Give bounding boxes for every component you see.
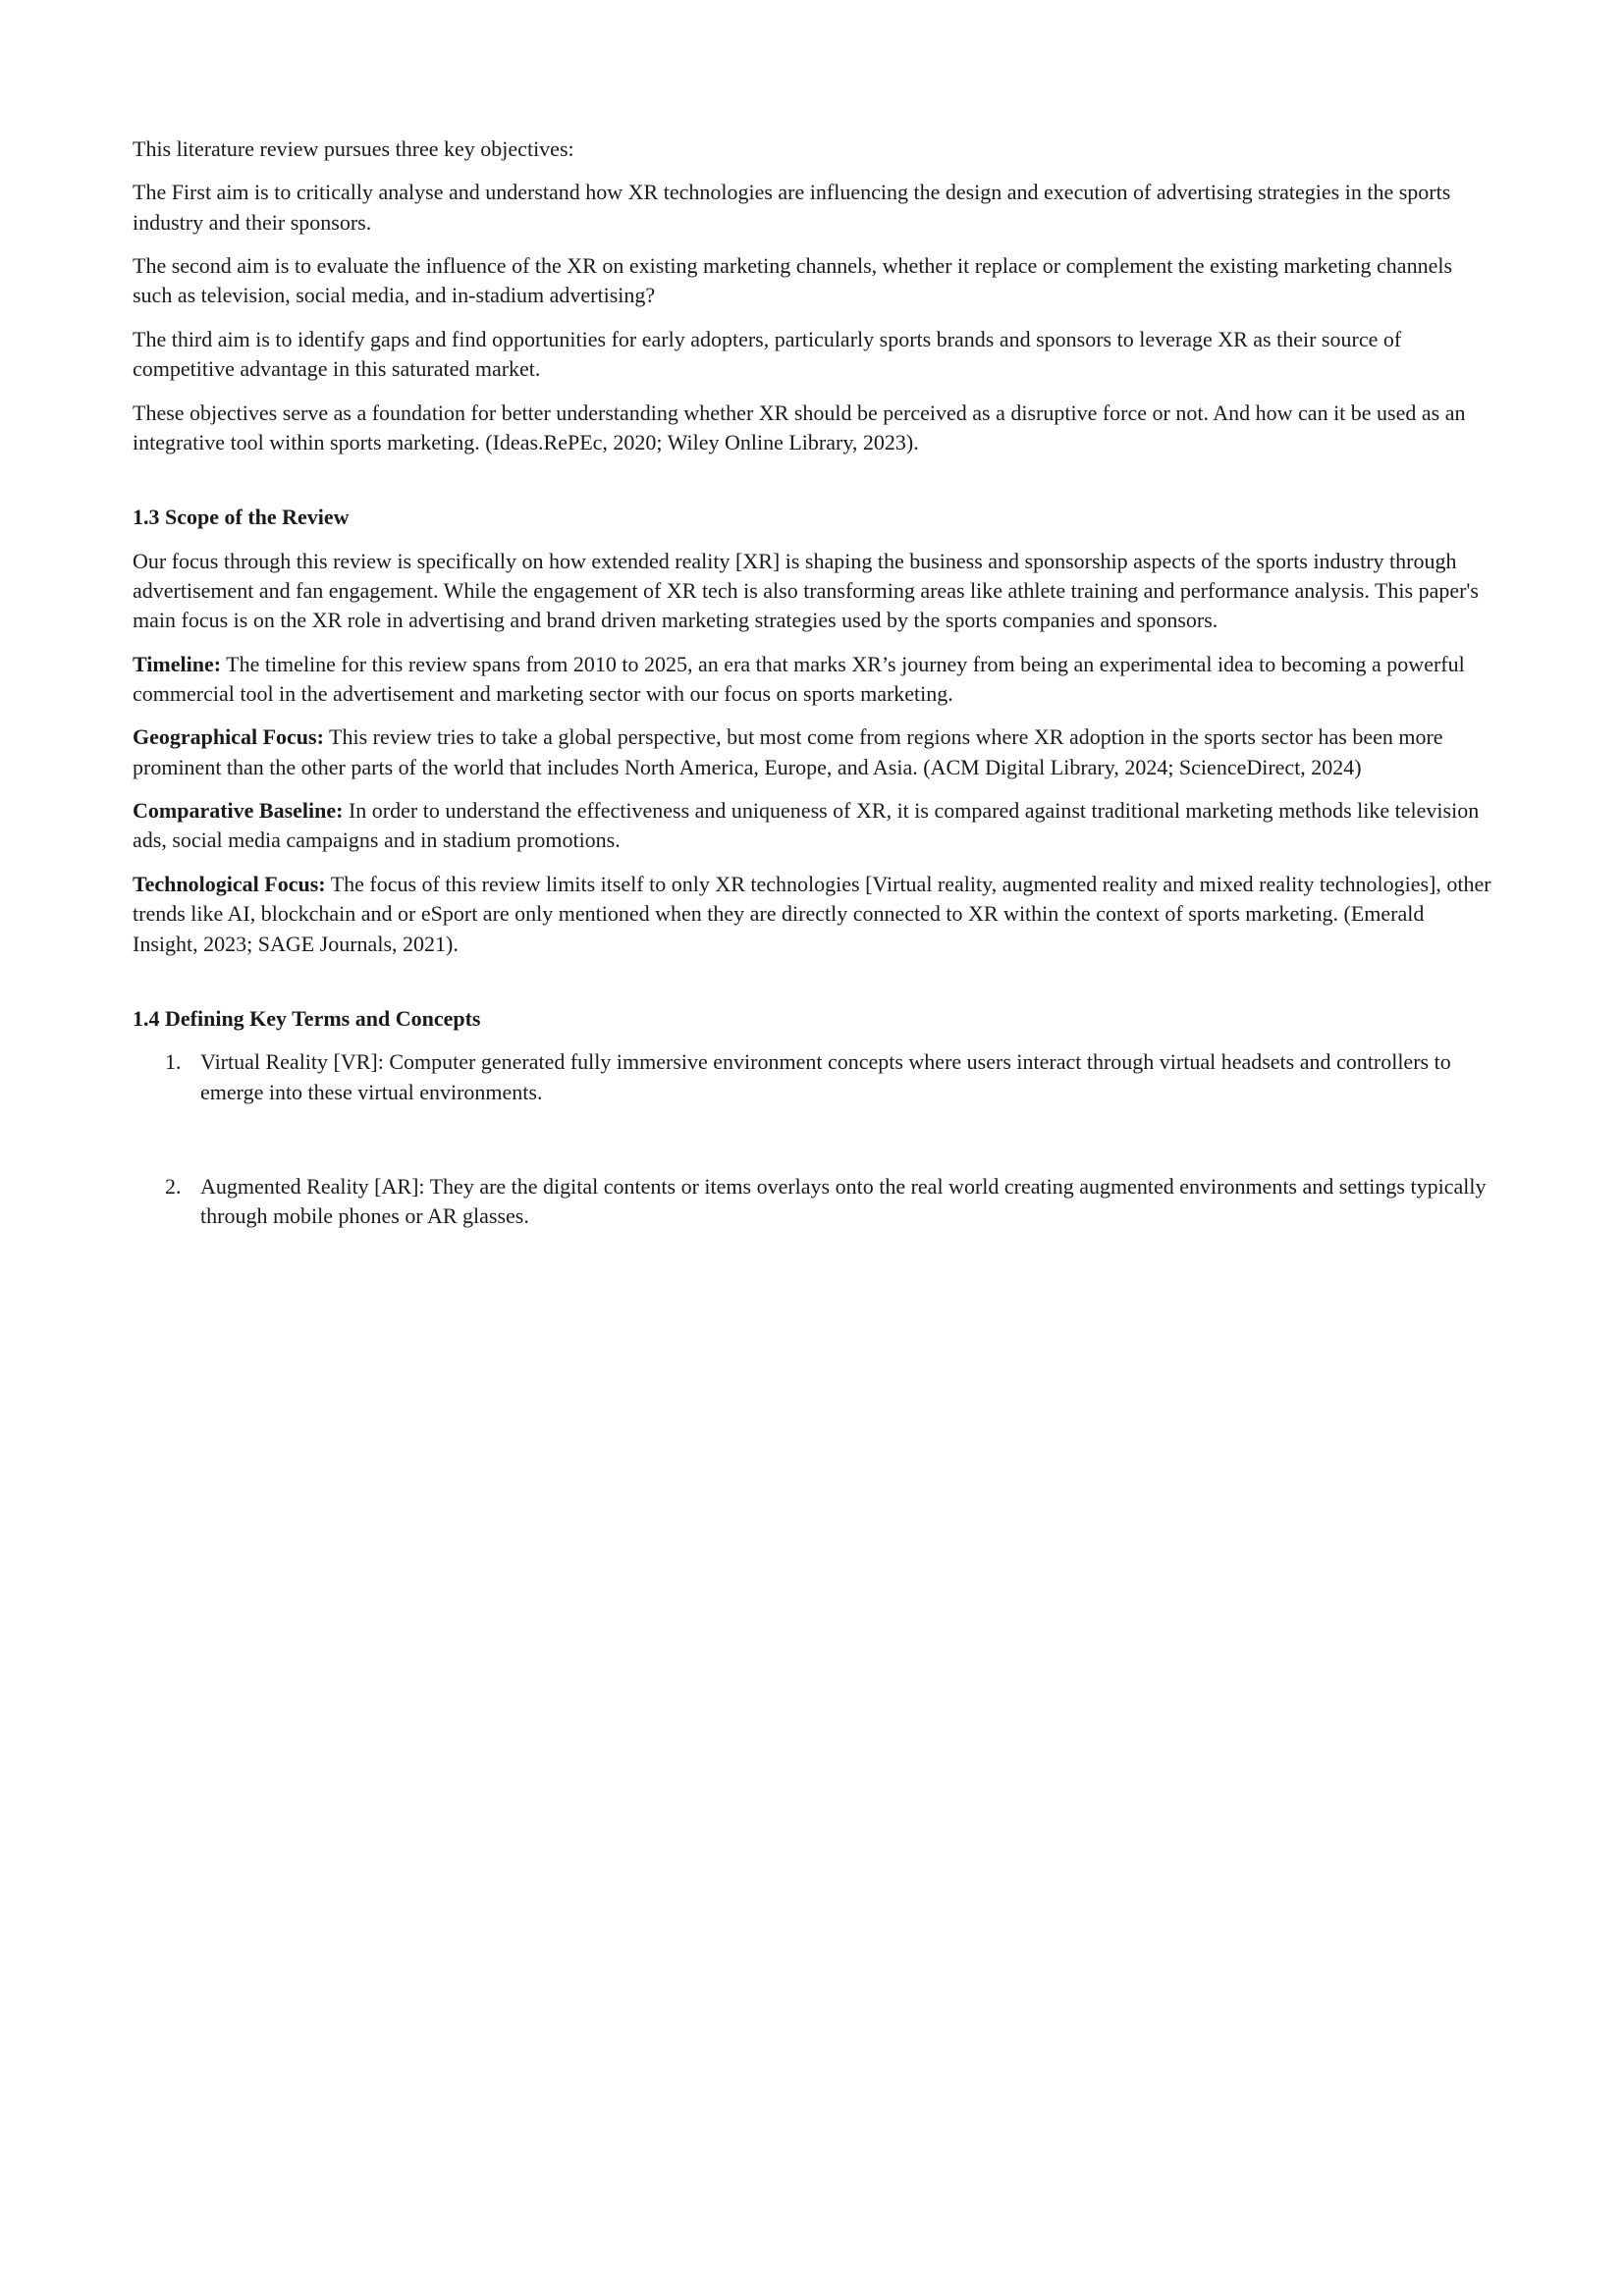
aim-3-paragraph: The third aim is to identify gaps and find opportunities for early adopters, particularly sports brands and sponsors to leverage XR as their source of competitive advantage in this saturated market. — [133, 326, 1402, 382]
list-item — [133, 1047, 1494, 1107]
geographical-focus-label: Geographical Focus: — [133, 724, 324, 750]
comparative-baseline-label: Comparative Baseline: — [133, 798, 344, 824]
aim-2-paragraph: The second aim is to evaluate the influence of the XR on existing marketing channels, whether it replace or complement the existing marketing channels such as television, social media, and in-stadium advertising? — [133, 253, 1453, 308]
key-terms-list — [133, 1047, 1494, 1231]
geographical-focus-text: This review tries to take a global perspective, but most come from regions where XR adoption in the sports sector has been more prominent than the other parts of the world that includes North America, Europe, and Asia. (ACM Digital Library, 2024; ScienceDirect, 2024) — [133, 724, 1443, 779]
timeline-text: The timeline for this review spans from 2010 to 2025, an era that marks XR’s journey from being an experimental idea to becoming a powerful commercial tool in the advertisement and marketing sector with our focus on sports marketing. — [133, 651, 1465, 707]
scope-overview-paragraph: Our focus through this review is specifically on how extended reality [XR] is shaping the business and sponsorship aspects of the sports industry through advertisement and fan engagement. While the engagement of XR tech is also transforming areas like athlete training and performance analysis. This paper's main focus is on the XR role in advertising and brand driven marketing strategies used by the sports companies and sponsors. — [133, 548, 1479, 633]
technological-focus-text: The focus of this review limits itself to only XR technologies [Virtual reality, augmented reality and mixed reality technologies], other trends like AI, blockchain and or eSport are only mentioned when they are directly connected to XR within the context of sports marketing. (Emerald Insight, 2023; SAGE Journals, 2021). — [133, 871, 1491, 956]
technological-focus-label: Technological Focus: — [133, 871, 326, 896]
list-item-number: 2. — [165, 1173, 182, 1199]
terms-section-heading: 1.4 Defining Key Terms and Concepts — [133, 1005, 481, 1031]
list-item-text: Augmented Reality [AR]: They are the digital contents or items overlays onto the real world creating augmented environments and settings typically through mobile phones or AR glasses. — [200, 1173, 1487, 1229]
timeline-paragraph — [133, 650, 1494, 710]
list-item-number: 1. — [165, 1049, 182, 1075]
technological-focus-paragraph — [133, 870, 1494, 959]
objectives-lead-paragraph: This literature review pursues three key objectives: — [133, 136, 574, 161]
comparative-baseline-text: In order to understand the effectiveness and uniqueness of XR, it is compared against traditional marketing methods like television ads, social media campaigns and in stadium promotions. — [133, 798, 1480, 853]
timeline-label: Timeline: — [133, 651, 222, 676]
list-item — [133, 1172, 1494, 1232]
objectives-summary-paragraph: These objectives serve as a foundation for better understanding whether XR should be perceived as a disruptive force or not. And how can it be used as an integrative tool within sports marketing. (Ideas.RePEc, 2020; Wiley Online Library, 2023). — [133, 400, 1466, 454]
scope-section-heading: 1.3 Scope of the Review — [133, 505, 350, 530]
geographical-focus-paragraph — [133, 722, 1494, 782]
aim-1-paragraph: The First aim is to critically analyse and understand how XR technologies are influencing the design and execution of advertising strategies in the sports industry and their sponsors. — [133, 180, 1451, 235]
comparative-baseline-paragraph — [133, 796, 1494, 856]
list-item-text: Virtual Reality [VR]: Computer generated fully immersive environment concepts where users interact through virtual headsets and controllers to emerge into these virtual environments. — [200, 1049, 1451, 1104]
